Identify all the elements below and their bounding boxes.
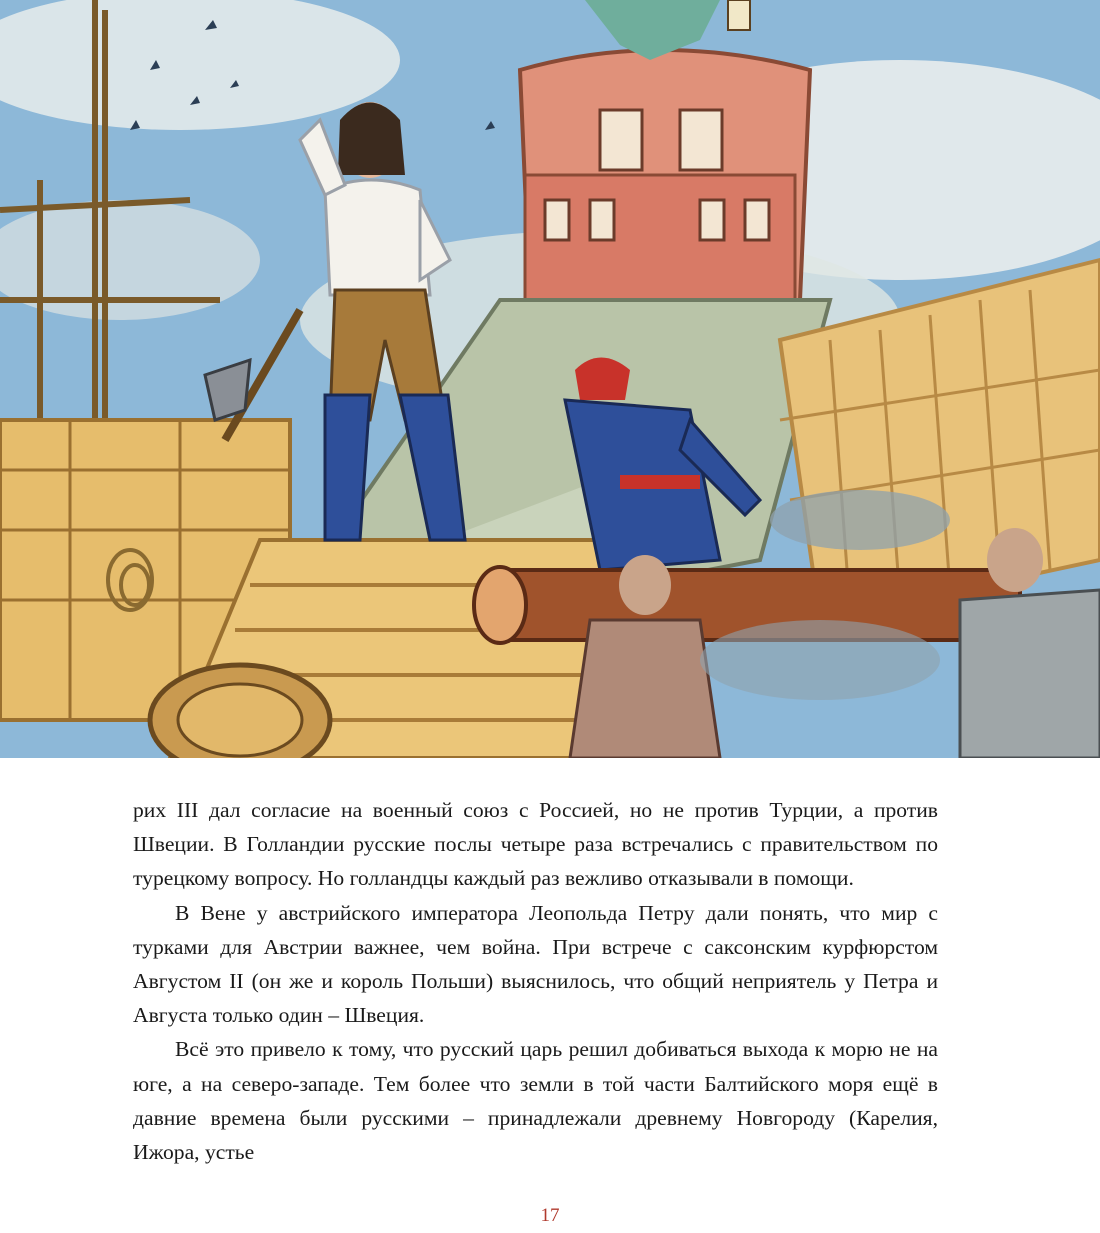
paragraph-2: В Вене у австрийского императора Леопольда Петру дали понять, что мир с турками для Австрии важнее, чем война. При встрече с саксонским курфюрстом Августом II (он же и король Польши) выяснилось, что общий неприятель у Петра и Августа только один – Швеция.: [133, 900, 938, 1028]
page-number: 17: [540, 1205, 560, 1226]
paragraph-3: Всё это привело к тому, что русский царь решил добиваться выхода к морю не на юге, а на северо-западе. Тем более что земли в той части Балтийского моря ещё в давние времена были русскими – принадлежали древнему Новгороду (Карелия, Ижора, устье: [133, 1037, 938, 1165]
paragraph-1: рих III дал согласие на военный союз с Россией, но не против Турции, а против Швеции. В Голландии русские послы четыре раза встречались с правительством по турецкому вопросу. Но голландцы каждый раз вежливо отказывали в помощи.: [133, 798, 938, 891]
barrel-top: [178, 684, 302, 756]
smoke: [770, 490, 950, 550]
smoke: [700, 620, 940, 700]
red-sash: [620, 475, 700, 489]
lantern: [728, 0, 750, 30]
body-text: [133, 793, 938, 1169]
